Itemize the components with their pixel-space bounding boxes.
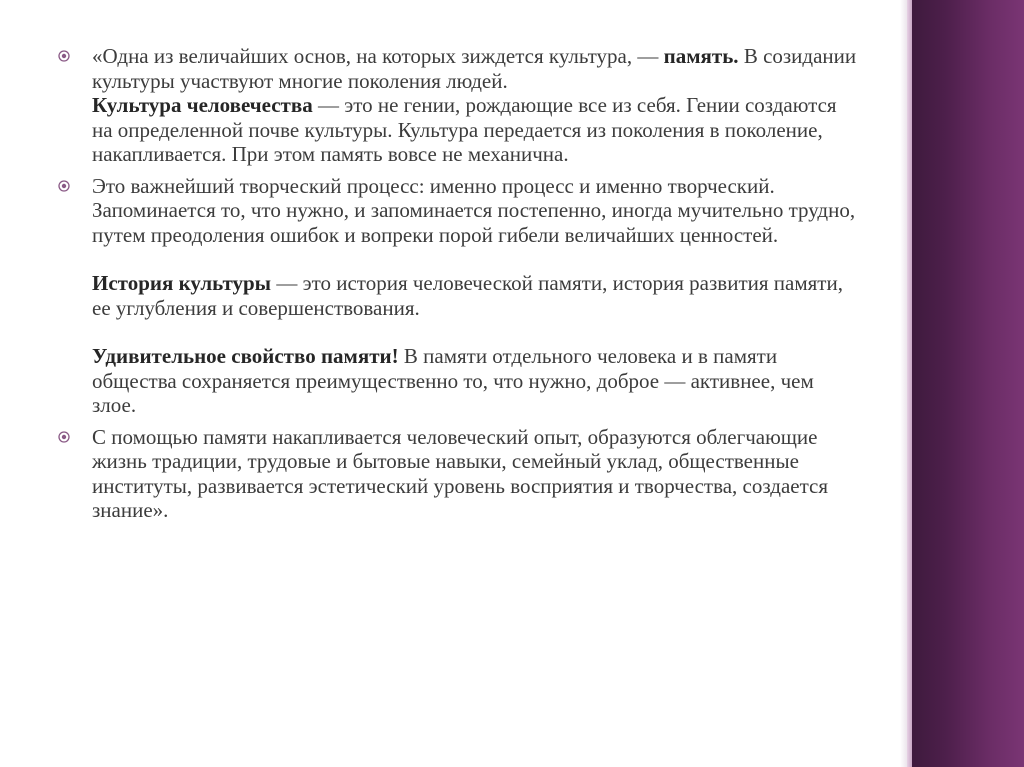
bullet-2-text-1: Это важнейший творческий процесс: именно процесс и именно творческий. Запоминается то, что нужно, и запоминается постепенно, иногда мучительно трудно, путем преодоления ошибок и вопреки порой гибели величайших ценностей. — [92, 173, 856, 247]
decorative-side-band — [912, 0, 1024, 767]
bullet-1-text-2: В созидании культуры участвуют многие поколения людей. — [92, 44, 857, 93]
bullet-2-text-3: В памяти отдельного человека и в памяти общества сохраняется преимущественно то, что нужно, доброе — активнее, чем злое. — [92, 344, 814, 417]
paragraph-spacer — [92, 247, 858, 271]
slide-content — [58, 44, 858, 530]
bullet-2-bold-2: Удивительное свойство памяти! — [92, 344, 399, 368]
paragraph-spacer — [92, 320, 858, 344]
bullet-marker-icon — [58, 50, 70, 62]
bullet-2-bold-1: История культуры — [92, 271, 272, 295]
bullet-1-bold-1: память. — [663, 44, 739, 68]
bullet-item-1 — [58, 44, 858, 167]
bullet-2-text-2: — это история человеческой памяти, история развития памяти, ее углубления и совершенствования. — [92, 271, 843, 320]
bullet-item-3 — [58, 425, 858, 523]
bullet-3-text-1: С помощью памяти накапливается человеческий опыт, образуются облегчающие жизнь традиции, трудовые и бытовые навыки, семейный уклад, общественные институты, развивается эстетический уровень восприятия и творчества, создается знание». — [92, 424, 829, 522]
bullet-1-text-1: «Одна из величайших основ, на которых зиждется культура, — — [92, 44, 664, 68]
bullet-marker-icon — [58, 431, 70, 443]
bullet-1-bold-2: Культура человечества — [92, 93, 313, 117]
bullet-marker-icon — [58, 180, 70, 192]
side-band-shadow — [900, 0, 907, 767]
bullet-1-text-3: — это не гении, рождающие все из себя. Гении создаются на определенной почве культуры. Культура передается из поколения в поколение, накапливается. При этом память вовсе не механична. — [92, 93, 837, 166]
bullet-item-2 — [58, 174, 858, 418]
